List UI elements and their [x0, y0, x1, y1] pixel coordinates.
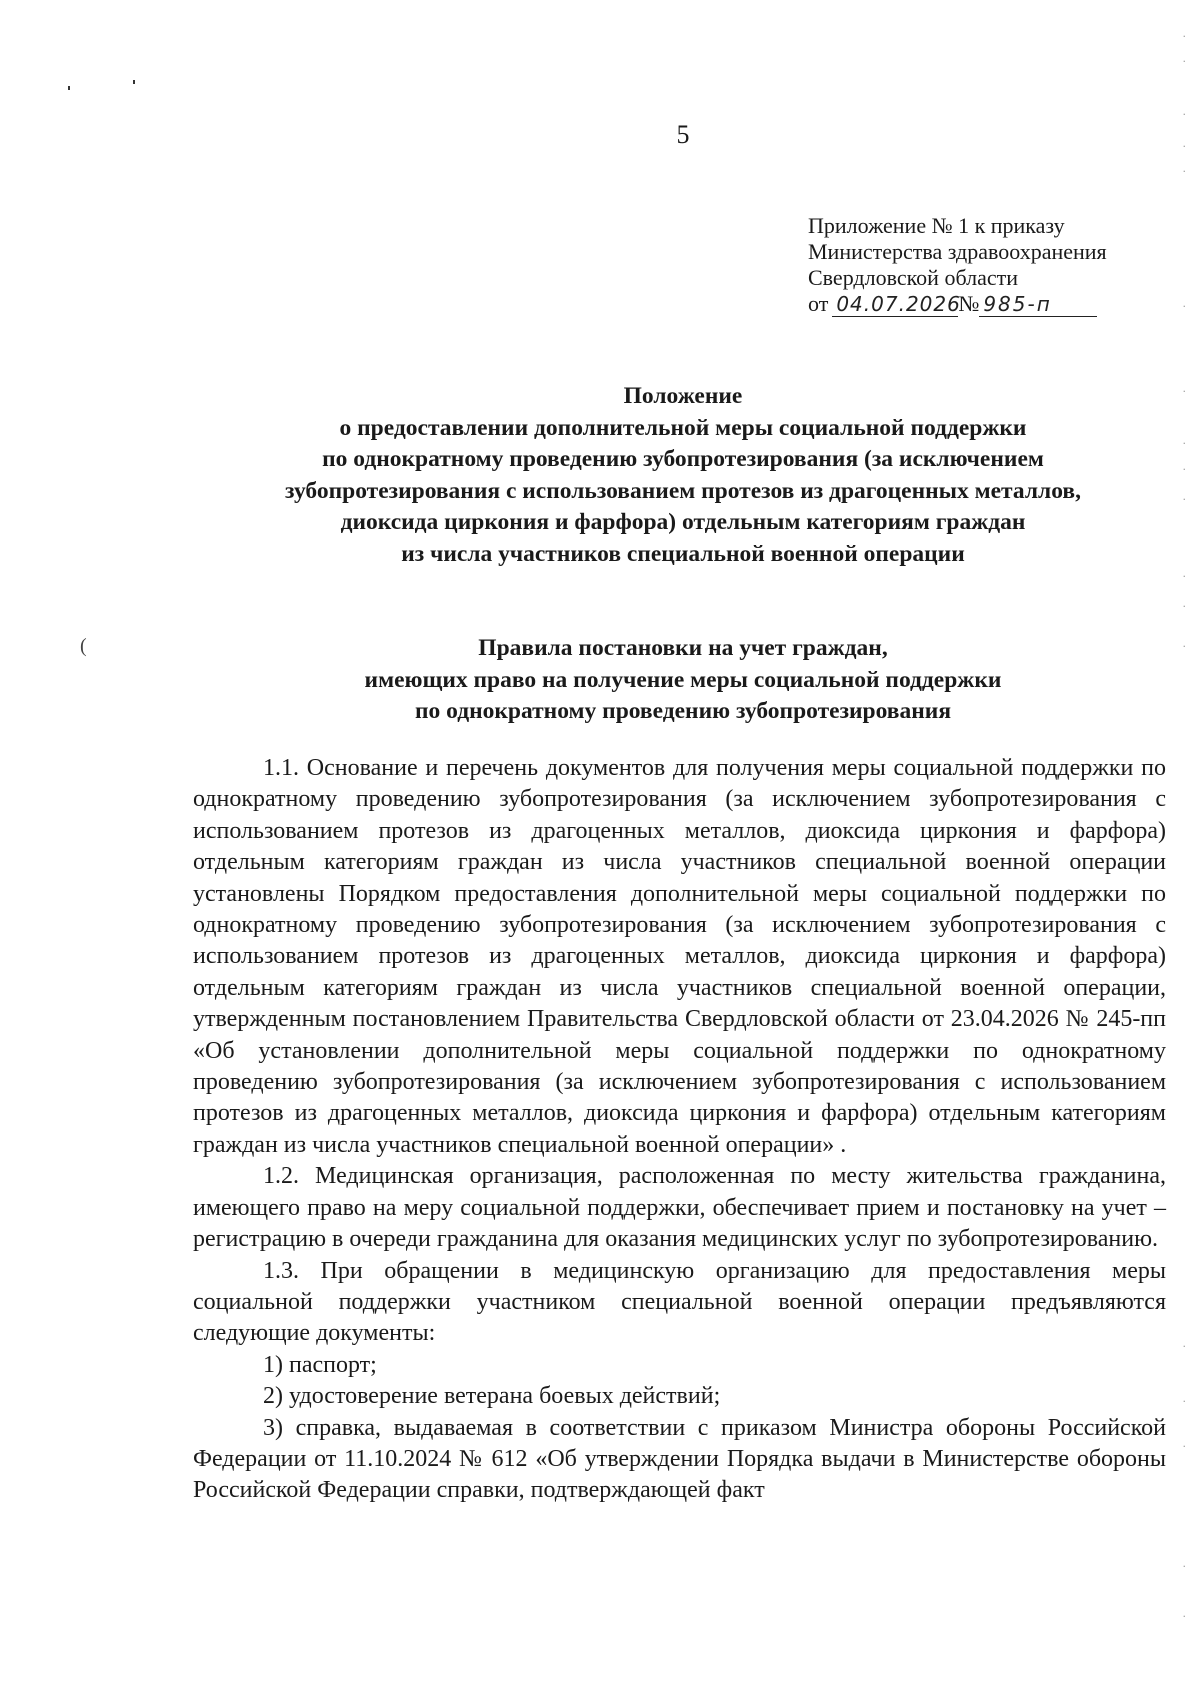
section-title-line: по однократному проведению зубопротезирования [414, 698, 952, 724]
scan-speck [68, 86, 70, 90]
section-title [100, 633, 1200, 728]
from-label: от [808, 291, 829, 316]
section-title-line: имеющих право на получение меры социальной поддержки [364, 666, 1002, 693]
title-line: Положение [623, 383, 743, 409]
scan-speck [133, 80, 135, 84]
paragraph-1-1: 1.1. Основание и перечень документов для получения меры социальной поддержки по однократному проведению зубопротезирования (за исключением зубопротезирования с использованием протезов из драгоценных металлов, диоксида циркония и фарфора) отдельным категориям граждан из числа участников специальной военной операции установлены Порядком предоставления дополнительной меры социальной поддержки по однократному проведению зубопротезирования (за исключением зубопротезирования с использованием протезов из драгоценных металлов, диоксида циркония и фарфора) отдельным категориям граждан из числа участников специальной военной операции, утвержденным постановлением Правительства Свердловской области от 23.04.2026 № 245-пп «Об установлении дополнительной меры социальной поддержки по однократному проведению зубопротезирования (за исключением зубопротезирования с использованием протезов из драгоценных металлов, диоксида циркония и фарфора) отдельным категориям граждан из числа участников специальной военной операции» . [193, 755, 1166, 1158]
title-line: диоксида циркония и фарфора) отдельным категориям граждан [340, 509, 1026, 535]
document-title [100, 381, 1200, 570]
appendix-line-2: Министерства здравоохранения [808, 239, 1107, 264]
appendix-note [808, 213, 1107, 317]
section-title-line: Правила постановки на учет граждан, [478, 635, 888, 661]
appendix-line-3: Свердловской области [808, 265, 1018, 290]
document-body [193, 753, 1166, 1507]
page-number: 5 [676, 120, 690, 149]
appendix-line-1: Приложение № 1 к приказу [808, 213, 1065, 238]
list-item-passport: 1) паспорт; [263, 1351, 377, 1378]
paragraph-1-3: 1.3. При обращении в медицинскую организацию для предоставления меры социальной поддержки участником специальной военной операции предъявляются следующие документы: [193, 1257, 1166, 1347]
handwritten-date: 04.07.2026 [832, 292, 958, 317]
appendix-order-line [808, 291, 1107, 317]
title-line: из числа участников специальной военной операции [401, 540, 965, 567]
scan-mark: ( [80, 635, 87, 657]
title-line: по однократному проведению зубопротезирования (за исключением [322, 446, 1044, 472]
title-line: о предоставлении дополнительной меры социальной поддержки [339, 414, 1027, 441]
title-line: зубопротезирования с использованием протезов из драгоценных металлов, [285, 477, 1081, 504]
scan-edge-noise: · · · · · · · · · · · · · · · · · · [1182, 30, 1186, 1623]
list-item-veteran-certificate: 2) удостоверение ветерана боевых действий; [263, 1383, 721, 1410]
list-item-certificate: 3) справка, выдаваемая в соответствии с приказом Министра обороны Российской Федерации от 11.10.2024 № 612 «Об утверждении Порядка выдачи в Министерстве обороны Российской Федерации справки, подтверждающей факт [193, 1414, 1166, 1504]
paragraph-1-2: 1.2. Медицинская организация, расположенная по месту жительства гражданина, имеющего право на меру социальной поддержки, обеспечивает прием и постановку на учет – регистрацию в очереди гражданина для оказания медицинских услуг по зубопротезированию. [193, 1163, 1166, 1253]
number-label: № [958, 291, 980, 316]
handwritten-order-number: 985-п [979, 292, 1097, 317]
